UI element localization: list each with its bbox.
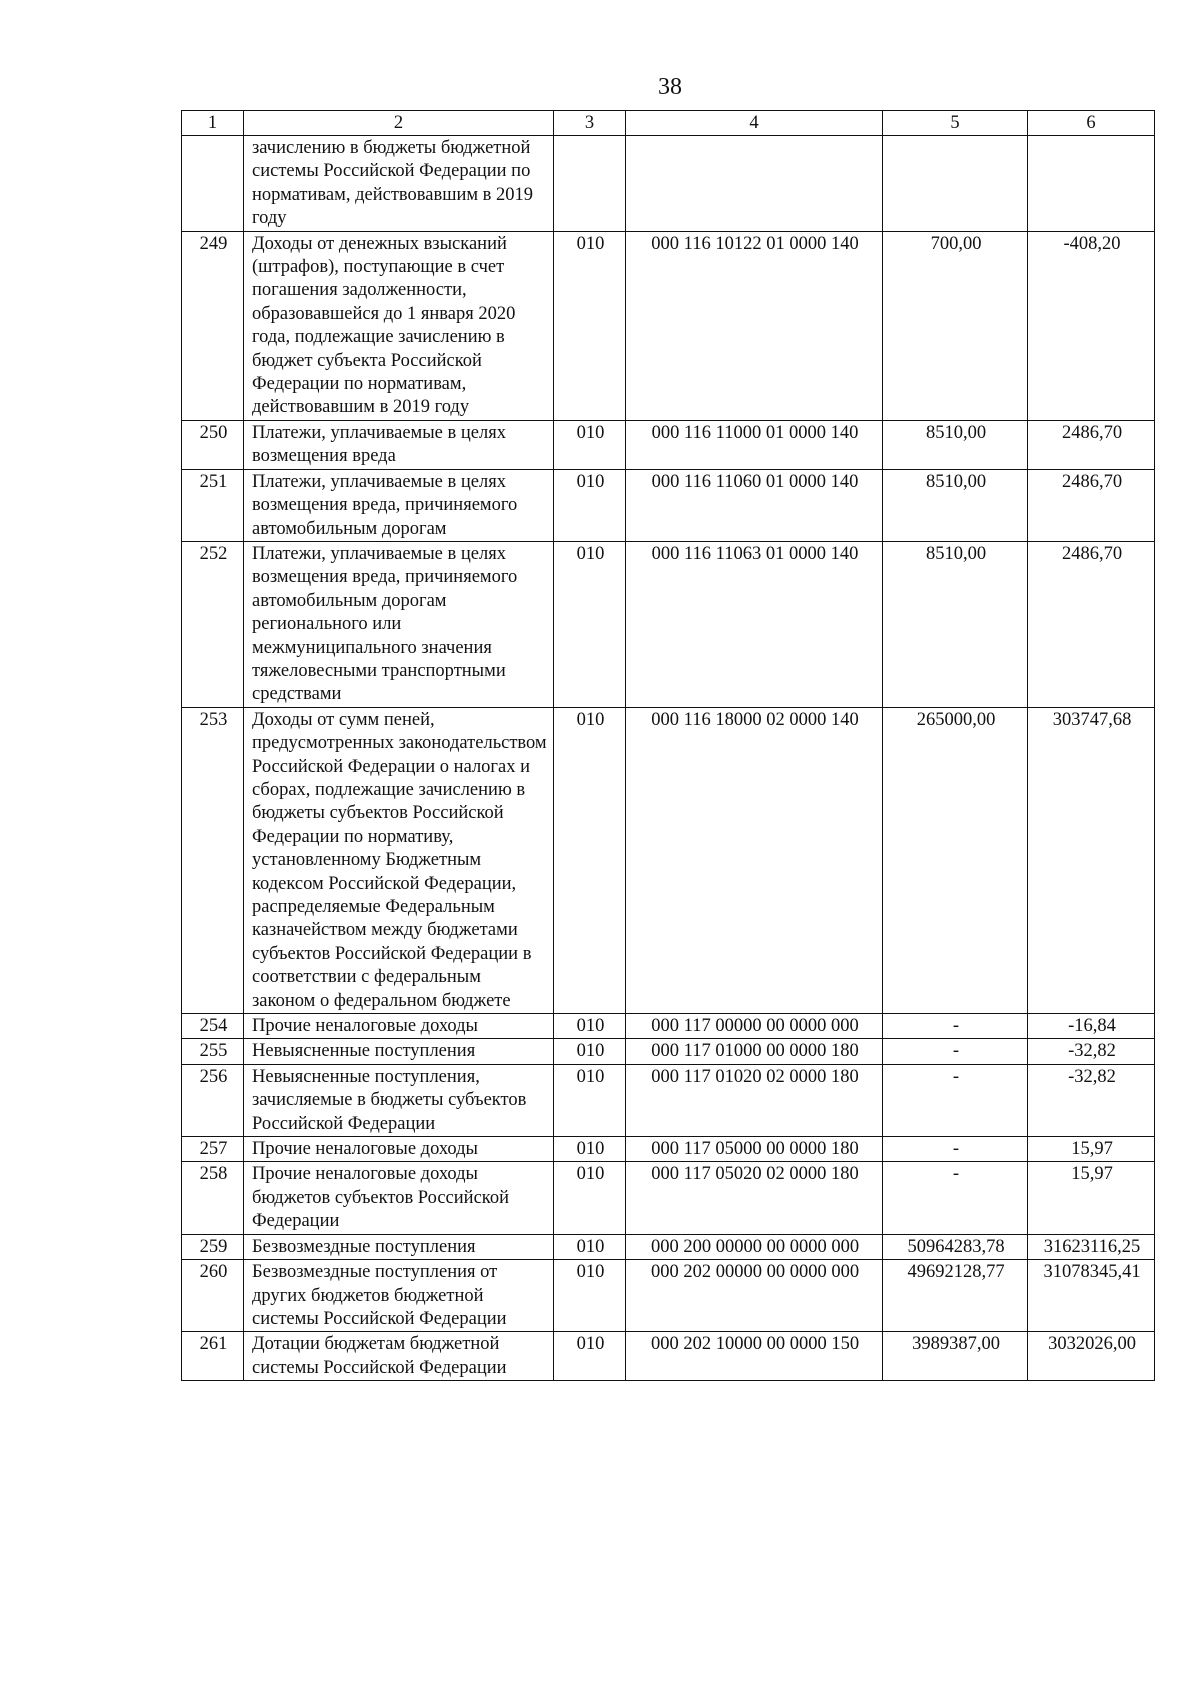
row-admin-code-cell: 010 <box>554 1137 626 1162</box>
row-number-cell: 252 <box>182 541 244 707</box>
row-plan-cell: 8510,00 <box>883 541 1028 707</box>
row-admin-code-cell: 010 <box>554 1064 626 1136</box>
row-admin-code-cell: 010 <box>554 1162 626 1234</box>
table-row <box>182 231 1155 420</box>
row-budget-code-cell: 000 117 05020 02 0000 180 <box>626 1162 883 1234</box>
row-budget-code-cell <box>626 136 883 232</box>
table-row <box>182 1234 1155 1259</box>
revenue-table <box>181 110 1155 1381</box>
row-admin-code-cell: 010 <box>554 1332 626 1381</box>
row-plan-cell: - <box>883 1064 1028 1136</box>
row-name-cell: Прочие неналоговые доходы <box>244 1137 554 1162</box>
row-admin-code-cell <box>554 136 626 232</box>
table-row <box>182 1260 1155 1332</box>
row-fact-cell: 31623116,25 <box>1028 1234 1155 1259</box>
row-budget-code-cell: 000 116 11063 01 0000 140 <box>626 541 883 707</box>
row-plan-cell: - <box>883 1162 1028 1234</box>
row-admin-code-cell: 010 <box>554 1039 626 1064</box>
row-name-cell: Платежи, уплачиваемые в целях возмещения вреда <box>244 420 554 469</box>
row-admin-code-cell: 010 <box>554 1014 626 1039</box>
table-row <box>182 541 1155 707</box>
row-name-cell: Невыясненные поступления <box>244 1039 554 1064</box>
row-budget-code-cell: 000 117 01000 00 0000 180 <box>626 1039 883 1064</box>
row-budget-code-cell: 000 202 00000 00 0000 000 <box>626 1260 883 1332</box>
table-row <box>182 707 1155 1013</box>
row-name-cell: Платежи, уплачиваемые в целях возмещения вреда, причиняемого автомобильным дорогам регионального или межмуниципального значения тяжеловесными транспортными средствами <box>244 541 554 707</box>
row-budget-code-cell: 000 116 18000 02 0000 140 <box>626 707 883 1013</box>
row-fact-cell: -16,84 <box>1028 1014 1155 1039</box>
row-budget-code-cell: 000 116 11060 01 0000 140 <box>626 469 883 541</box>
row-name-cell: Безвозмездные поступления <box>244 1234 554 1259</box>
row-name-cell: Доходы от сумм пеней, предусмотренных законодательством Российской Федерации о налогах и сборах, подлежащие зачислению в бюджеты субъектов Российской Федерации по нормативу, установленному Бюджетным кодексом Российской Федерации, распределяемые Федеральным казначейством между бюджетами субъектов Российской Федерации в соответствии с федеральным законом о федеральном бюджете <box>244 707 554 1013</box>
row-number-cell: 260 <box>182 1260 244 1332</box>
row-plan-cell: 700,00 <box>883 231 1028 420</box>
table-row <box>182 469 1155 541</box>
row-number-cell: 259 <box>182 1234 244 1259</box>
row-fact-cell: 2486,70 <box>1028 420 1155 469</box>
row-plan-cell: - <box>883 1039 1028 1064</box>
row-fact-cell: 15,97 <box>1028 1137 1155 1162</box>
row-name-cell: Доходы от денежных взысканий (штрафов), поступающие в счет погашения задолженности, образовавшейся до 1 января 2020 года, подлежащие зачислению в бюджет субъекта Российской Федерации по нормативам, действовавшим в 2019 году <box>244 231 554 420</box>
header-row <box>182 111 1155 136</box>
row-name-cell: зачислению в бюджеты бюджетной системы Российской Федерации по нормативам, действовавшим в 2019 году <box>244 136 554 232</box>
row-plan-cell: 3989387,00 <box>883 1332 1028 1381</box>
row-fact-cell <box>1028 136 1155 232</box>
row-name-cell: Прочие неналоговые доходы <box>244 1014 554 1039</box>
row-budget-code-cell: 000 116 10122 01 0000 140 <box>626 231 883 420</box>
header-col-1: 1 <box>182 111 244 136</box>
row-admin-code-cell: 010 <box>554 1260 626 1332</box>
row-plan-cell: 8510,00 <box>883 420 1028 469</box>
row-number-cell: 255 <box>182 1039 244 1064</box>
row-plan-cell: 50964283,78 <box>883 1234 1028 1259</box>
header-col-4: 4 <box>626 111 883 136</box>
row-plan-cell: - <box>883 1137 1028 1162</box>
row-number-cell: 257 <box>182 1137 244 1162</box>
row-fact-cell: -408,20 <box>1028 231 1155 420</box>
table-row <box>182 1332 1155 1381</box>
table-body <box>182 136 1155 1381</box>
row-admin-code-cell: 010 <box>554 1234 626 1259</box>
row-number-cell: 250 <box>182 420 244 469</box>
table-row <box>182 1137 1155 1162</box>
row-fact-cell: 2486,70 <box>1028 541 1155 707</box>
header-col-5: 5 <box>883 111 1028 136</box>
row-budget-code-cell: 000 200 00000 00 0000 000 <box>626 1234 883 1259</box>
row-admin-code-cell: 010 <box>554 707 626 1013</box>
table-row <box>182 1162 1155 1234</box>
row-fact-cell: -32,82 <box>1028 1039 1155 1064</box>
row-fact-cell: 303747,68 <box>1028 707 1155 1013</box>
row-name-cell: Дотации бюджетам бюджетной системы Российской Федерации <box>244 1332 554 1381</box>
table-header <box>182 111 1155 136</box>
row-number-cell <box>182 136 244 232</box>
row-name-cell: Невыясненные поступления, зачисляемые в бюджеты субъектов Российской Федерации <box>244 1064 554 1136</box>
row-admin-code-cell: 010 <box>554 420 626 469</box>
header-col-3: 3 <box>554 111 626 136</box>
row-fact-cell: 15,97 <box>1028 1162 1155 1234</box>
row-budget-code-cell: 000 117 05000 00 0000 180 <box>626 1137 883 1162</box>
row-budget-code-cell: 000 117 01020 02 0000 180 <box>626 1064 883 1136</box>
header-col-2: 2 <box>244 111 554 136</box>
table-row <box>182 1064 1155 1136</box>
row-fact-cell: -32,82 <box>1028 1064 1155 1136</box>
table-row <box>182 1014 1155 1039</box>
row-plan-cell: 265000,00 <box>883 707 1028 1013</box>
row-number-cell: 253 <box>182 707 244 1013</box>
page-number: 38 <box>658 74 682 100</box>
row-budget-code-cell: 000 117 00000 00 0000 000 <box>626 1014 883 1039</box>
row-fact-cell: 31078345,41 <box>1028 1260 1155 1332</box>
row-number-cell: 261 <box>182 1332 244 1381</box>
row-fact-cell: 3032026,00 <box>1028 1332 1155 1381</box>
row-admin-code-cell: 010 <box>554 231 626 420</box>
row-plan-cell: 49692128,77 <box>883 1260 1028 1332</box>
row-plan-cell: 8510,00 <box>883 469 1028 541</box>
row-plan-cell: - <box>883 1014 1028 1039</box>
row-name-cell: Платежи, уплачиваемые в целях возмещения вреда, причиняемого автомобильным дорогам <box>244 469 554 541</box>
row-fact-cell: 2486,70 <box>1028 469 1155 541</box>
row-plan-cell <box>883 136 1028 232</box>
row-name-cell: Прочие неналоговые доходы бюджетов субъектов Российской Федерации <box>244 1162 554 1234</box>
header-col-6: 6 <box>1028 111 1155 136</box>
row-number-cell: 254 <box>182 1014 244 1039</box>
row-number-cell: 258 <box>182 1162 244 1234</box>
row-budget-code-cell: 000 202 10000 00 0000 150 <box>626 1332 883 1381</box>
table-row <box>182 136 1155 232</box>
table-row <box>182 1039 1155 1064</box>
row-admin-code-cell: 010 <box>554 469 626 541</box>
table-row <box>182 420 1155 469</box>
row-number-cell: 256 <box>182 1064 244 1136</box>
row-budget-code-cell: 000 116 11000 01 0000 140 <box>626 420 883 469</box>
row-name-cell: Безвозмездные поступления от других бюджетов бюджетной системы Российской Федерации <box>244 1260 554 1332</box>
row-admin-code-cell: 010 <box>554 541 626 707</box>
row-number-cell: 249 <box>182 231 244 420</box>
row-number-cell: 251 <box>182 469 244 541</box>
